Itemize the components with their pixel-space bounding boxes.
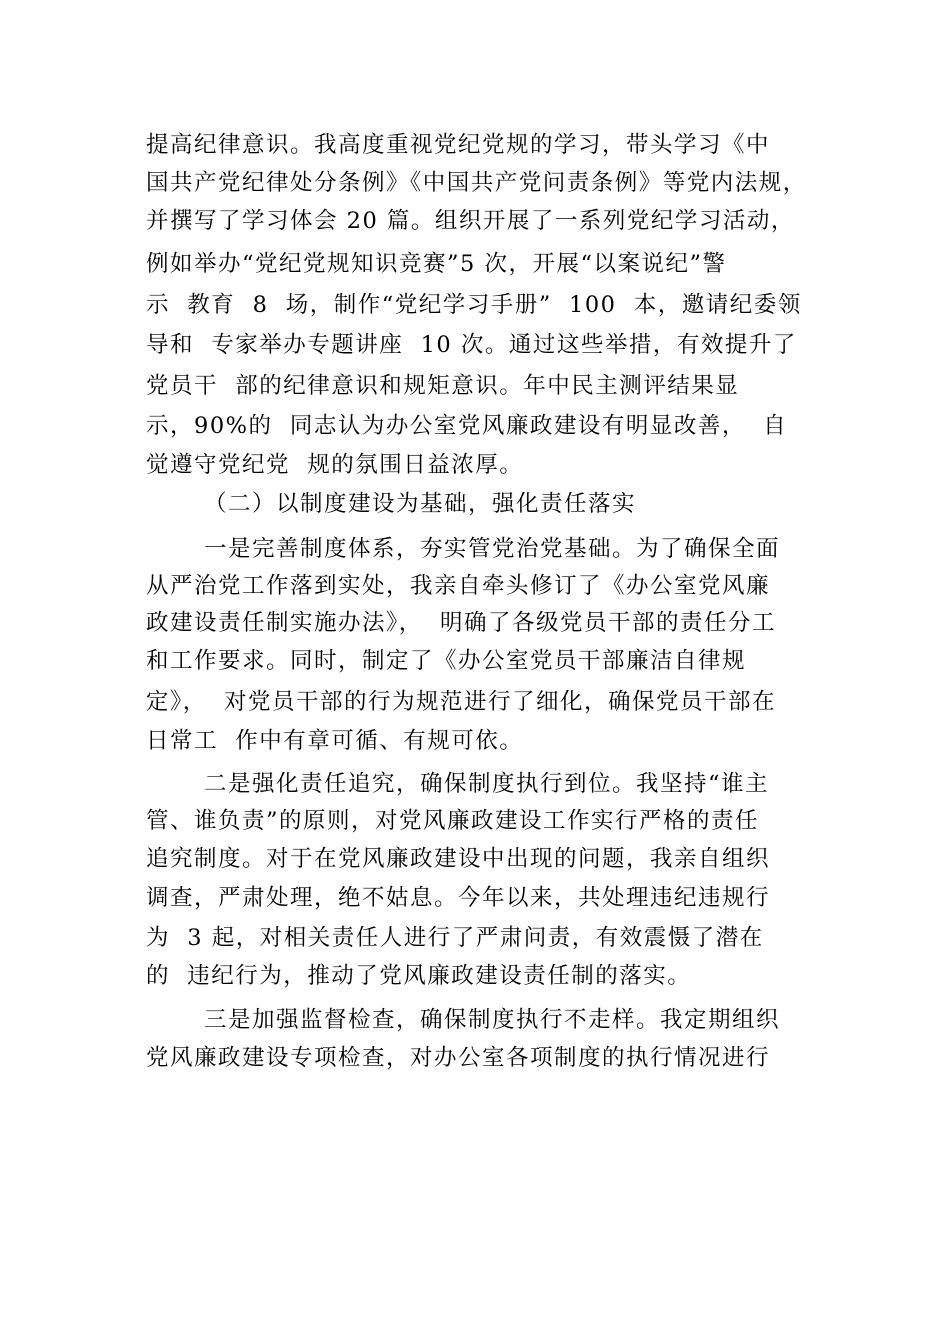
paragraph-line: 并撰写了学习体会 20 篇。组织开展了一系列党纪学习活动， (146, 208, 795, 234)
paragraph-line: 示，90%的 同志认为办公室党风廉政建设有明显改善， 自 (146, 413, 788, 439)
paragraph-line: 一是完善制度体系，夯实管党治党基础。为了确保全面 (204, 536, 781, 562)
paragraph-line: 国共产党纪律处分条例》《中国共产党问责条例》等党内法规， (146, 170, 807, 196)
paragraph-line: 日常工 作中有章可循、有规可依。 (146, 728, 524, 754)
paragraph-line: 追究制度。对于在党风廉政建设中出现的问题，我亲自组织 (146, 846, 771, 872)
paragraph-line: 为 3 起，对相关责任人进行了严肃问责，有效震慑了潜在 (146, 925, 764, 951)
paragraph-line: 三是加强监督检查，确保制度执行不走样。我定期组织 (204, 1007, 781, 1033)
paragraph-line: 党员干 部的纪律意识和规矩意识。年中民主测评结果显 (146, 373, 740, 399)
paragraph-line: 定》， 对党员干部的行为规范进行了细化，确保党员干部在 (146, 689, 777, 715)
paragraph-line: 政建设责任制实施办法》， 明确了各级党员干部的责任分工 (146, 610, 777, 636)
paragraph-line: 导和 专家举办专题讲座 10 次。通过这些举措，有效提升了 (146, 332, 797, 358)
paragraph-line: 从严治党工作落到实处，我亲自牵头修订了《办公室党风廉 (146, 573, 771, 599)
paragraph-line: 觉遵守党纪党 规的氛围日益浓厚。 (146, 452, 524, 478)
paragraph-line: 党风廉政建设专项检查，对办公室各项制度的执行情况进行 (146, 1045, 771, 1071)
paragraph-line: 和工作要求。同时，制定了《办公室党员干部廉洁自律规 (146, 648, 747, 674)
paragraph-line: 例如举办“党纪党规知识竞赛”5 次，开展“以案说纪”警 (146, 251, 727, 277)
paragraph-line: 的 违纪行为，推动了党风廉政建设责任制的落实。 (146, 963, 692, 989)
paragraph-line: 提高纪律意识。我高度重视党纪党规的学习，带头学习《中 (146, 132, 771, 158)
paragraph-line: 二是强化责任追究，确保制度执行到位。我坚持“谁主 (204, 771, 770, 797)
section-heading: （二）以制度建设为基础，强化责任落实 (204, 491, 637, 517)
paragraph-line: 调查，严肃处理，绝不姑息。今年以来，共处理违纪违规行 (146, 885, 771, 911)
paragraph-line: 管、谁负责”的原则，对党风廉政建设工作实行严格的责任 (146, 808, 760, 834)
paragraph-line: 示 教育 8 场，制作“党纪学习手册” 100 本，邀请纪委领 (146, 292, 802, 318)
